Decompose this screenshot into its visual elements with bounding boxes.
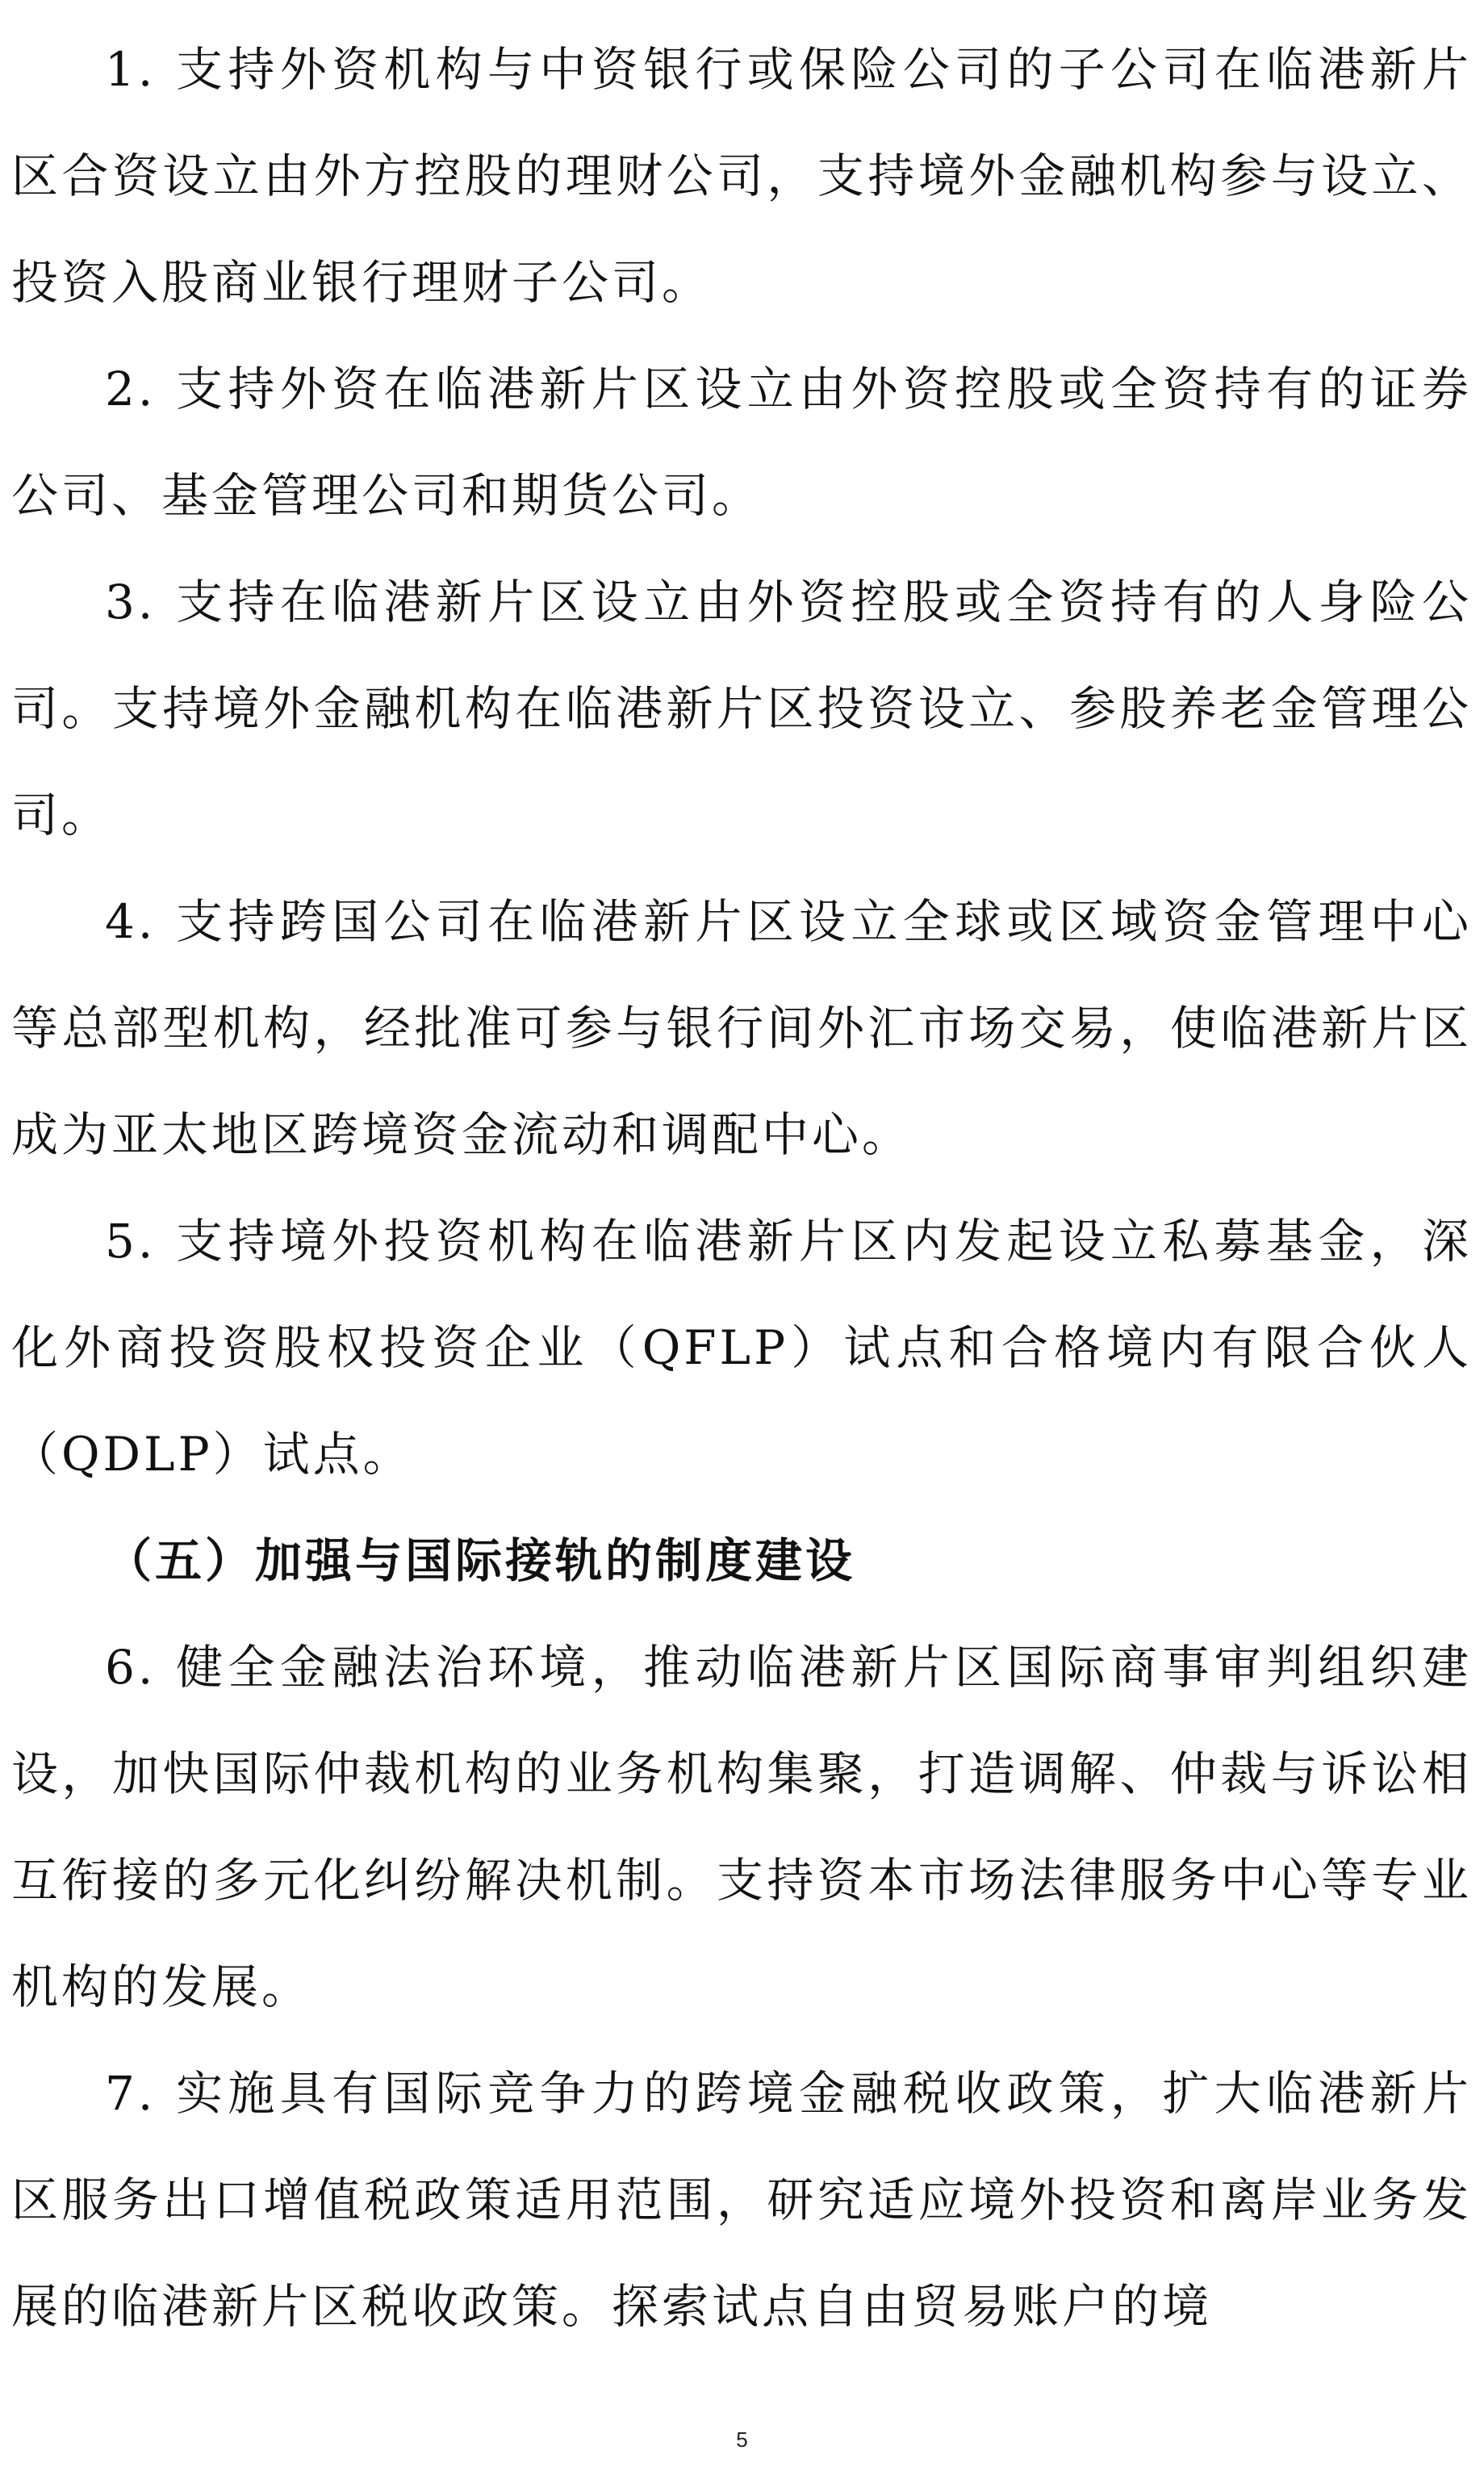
document-body (11, 16, 1472, 2360)
paragraph-7: 7. 实施具有国际竞争力的跨境金融税收政策，扩大临港新片区服务出口增值税政策适用范围，研究适应境外投资和离岸业务发展的临港新片区税收政策。探索试点自由贸易账户的境 (11, 2066, 1472, 2334)
paragraph-4: 4. 支持跨国公司在临港新片区设立全球或区域资金管理中心等总部型机构，经批准可参与银行间外汇市场交易，使临港新片区成为亚太地区跨境资金流动和调配中心。 (11, 894, 1472, 1162)
section-heading-5: （五）加强与国际接轨的制度建设 (105, 1533, 856, 1588)
paragraph-2: 2. 支持外资在临港新片区设立由外资控股或全资持有的证券公司、基金管理公司和期货公司。 (11, 362, 1472, 523)
paragraph-6: 6. 健全金融法治环境，推动临港新片区国际商事审判组织建设，加快国际仲裁机构的业务机构集聚，打造调解、仲裁与诉讼相互衔接的多元化纠纷解决机制。支持资本市场法律服务中心等专业机构的发展。 (11, 1640, 1472, 2014)
paragraph-5: 5. 支持境外投资机构在临港新片区内发起设立私募基金，深化外商投资股权投资企业（QFLP）试点和合格境内有限合伙人（QDLP）试点。 (11, 1214, 1472, 1482)
paragraph-3: 3. 支持在临港新片区设立由外资控股或全资持有的人身险公司。支持境外金融机构在临港新片区投资设立、参股养老金管理公司。 (11, 575, 1472, 843)
page-number: 5 (736, 2427, 748, 2452)
paragraph-1: 1. 支持外资机构与中资银行或保险公司的子公司在临港新片区合资设立由外方控股的理财公司，支持境外金融机构参与设立、投资入股商业银行理财子公司。 (11, 42, 1472, 310)
